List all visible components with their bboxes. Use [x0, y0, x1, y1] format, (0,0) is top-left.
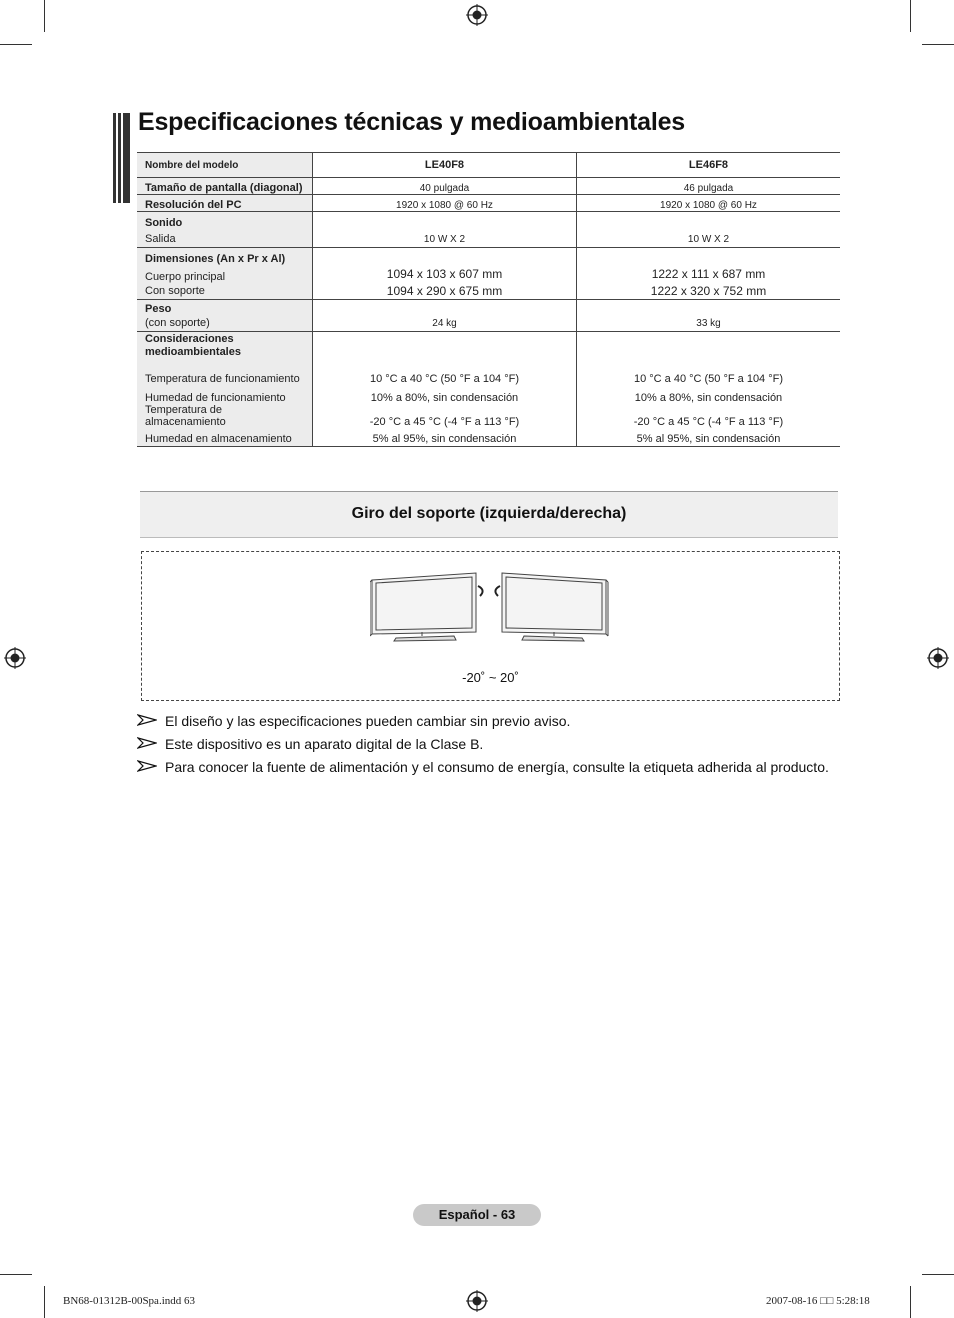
section-heading-box: [140, 491, 838, 538]
tv-right-icon: [502, 573, 608, 641]
table-row: [137, 428, 840, 447]
note-text: El diseño y las especificaciones pueden cambiar sin previo aviso.: [165, 713, 571, 729]
dimensions-label-cell: [137, 248, 313, 300]
sound-col2: 10 W X 2: [577, 212, 841, 248]
sound-sub-label: Salida: [145, 233, 176, 245]
page-title: Especificaciones técnicas y medioambientales: [138, 108, 686, 136]
table-row: [137, 153, 840, 178]
table-row: [137, 385, 840, 404]
note-item: [137, 711, 837, 731]
crop-mark: [44, 1286, 45, 1318]
note-item: [137, 757, 837, 777]
table-row: [137, 178, 840, 195]
note-arrow-icon: [137, 737, 157, 749]
diagonal-label: Tamaño de pantalla (diagonal): [137, 178, 313, 195]
diagonal-col1: 40 pulgada: [313, 178, 577, 195]
dimensions-col1: [313, 248, 577, 300]
note-item: [137, 734, 837, 754]
dimensions-col2: [577, 248, 841, 300]
resolution-col1: 1920 x 1080 @ 60 Hz: [313, 195, 577, 212]
weight-label: Peso: [145, 303, 172, 315]
env-row-label: Humedad en almacenamiento: [137, 428, 313, 447]
section-title: Giro del soporte (izquierda/derecha): [351, 505, 627, 522]
crop-mark: [910, 1286, 911, 1318]
env-row-col2: -20 °C a 45 °C (-4 °F a 113 °F): [577, 404, 841, 428]
diagonal-col2: 46 pulgada: [577, 178, 841, 195]
table-row: [137, 248, 840, 300]
weight-label-cell: [137, 300, 313, 332]
rotation-arrow-icon: [495, 586, 500, 596]
registration-mark-icon: [927, 647, 949, 669]
registration-mark-icon: [4, 647, 26, 669]
tv-left-icon: [370, 573, 476, 641]
env-row-col1: 10% a 80%, sin condensación: [313, 385, 577, 404]
dimensions-sub-body: Cuerpo principal: [145, 271, 226, 283]
weight-sub-label: (con soporte): [145, 317, 210, 329]
title-accent-bars: [113, 113, 131, 203]
env-row-col1: 10 °C a 40 °C (50 °F a 104 °F): [313, 366, 577, 385]
table-row: [137, 332, 840, 366]
environment-col1-empty: [313, 332, 577, 366]
note-text: Este dispositivo es un aparato digital de la Clase B.: [165, 736, 484, 752]
dimensions-sub-stand: Con soporte: [145, 285, 205, 297]
environment-label-cell: [137, 332, 313, 366]
crop-mark: [0, 1274, 32, 1275]
env-row-label: Temperatura de funcionamiento: [137, 366, 313, 385]
crop-mark: [44, 0, 45, 32]
notes-list: [137, 711, 837, 780]
dimensions-col1-stand: 1094 x 290 x 675 mm: [386, 284, 503, 298]
table-row: [137, 300, 840, 332]
spec-table: [137, 152, 840, 447]
swivel-figure: [141, 551, 840, 701]
model-col2-header: LE46F8: [577, 153, 841, 178]
env-row-col2: 10% a 80%, sin condensación: [577, 385, 841, 404]
registration-mark-icon: [466, 1290, 488, 1312]
env-row-label: Humedad de funcionamiento: [137, 385, 313, 404]
dimensions-col2-stand: 1222 x 320 x 752 mm: [650, 284, 767, 298]
env-row-col1: 5% al 95%, sin condensación: [313, 428, 577, 447]
table-row: [137, 212, 840, 248]
crop-mark: [910, 0, 911, 32]
crop-mark: [922, 1274, 954, 1275]
swivel-angle-caption: -20˚ ~ 20˚: [462, 670, 519, 685]
env-row-label: Temperatura de almacenamiento: [137, 404, 313, 428]
footer-timestamp: 2007-08-16 □□ 5:28:18: [766, 1295, 870, 1307]
model-col1-header: LE40F8: [313, 153, 577, 178]
environment-col2-empty: [577, 332, 841, 366]
env-row-col2: 5% al 95%, sin condensación: [577, 428, 841, 447]
weight-col1: 24 kg: [313, 300, 577, 332]
sound-label-cell: [137, 212, 313, 248]
dimensions-col1-body: 1094 x 103 x 607 mm: [386, 267, 503, 281]
weight-col2: 33 kg: [577, 300, 841, 332]
page-number-badge: Español - 63: [413, 1204, 541, 1226]
table-row: [137, 366, 840, 385]
resolution-col2: 1920 x 1080 @ 60 Hz: [577, 195, 841, 212]
registration-mark-icon: [466, 4, 488, 26]
rotation-arrow-icon: [478, 586, 483, 596]
table-row: [137, 195, 840, 212]
tv-swivel-illustration: [370, 570, 610, 644]
env-row-col2: 10 °C a 40 °C (50 °F a 104 °F): [577, 366, 841, 385]
crop-mark: [922, 44, 954, 45]
dimensions-label: Dimensiones (An x Pr x Al): [145, 253, 286, 265]
model-name-label: Nombre del modelo: [137, 153, 313, 178]
note-arrow-icon: [137, 714, 157, 726]
sound-label: Sonido: [145, 217, 183, 229]
environment-label-line1: Consideraciones: [145, 333, 234, 345]
table-row: [137, 404, 840, 428]
dimensions-col2-body: 1222 x 111 x 687 mm: [651, 267, 766, 281]
environment-label-line2: medioambientales: [145, 346, 241, 358]
env-row-col1: -20 °C a 45 °C (-4 °F a 113 °F): [313, 404, 577, 428]
note-text: Para conocer la fuente de alimentación y el consumo de energía, consulte la etiqueta adherida al producto.: [165, 759, 829, 775]
footer-filename: BN68-01312B-00Spa.indd 63: [63, 1295, 195, 1307]
resolution-label: Resolución del PC: [137, 195, 313, 212]
crop-mark: [0, 44, 32, 45]
sound-col1: 10 W X 2: [313, 212, 577, 248]
note-arrow-icon: [137, 760, 157, 772]
